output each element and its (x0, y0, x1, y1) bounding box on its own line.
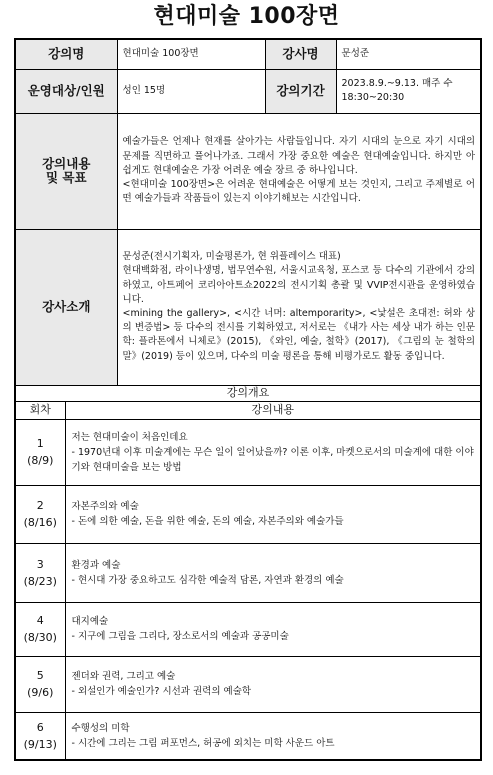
target-row (15, 69, 481, 113)
session-content (65, 656, 481, 712)
course-value: 현대미술 100장면 (117, 39, 265, 69)
outline-header: 강의개요 (15, 385, 481, 401)
outline-columns-row (15, 401, 481, 419)
page-title: 현대미술 100장면 (153, 4, 340, 29)
bio-text (117, 229, 481, 385)
bio-paragraph-3: <mining the gallery>, <시간 너머: altemporarity>, <낯설은 초대전: 허와 상의 변증법> 등 다수의 전시를 기획하였고, 저서로는 《내가 사는 세상 내가 하는 인문학: 플라톤에서 니체로》(2015), 《와인, 예술, 철학》(2017), 《그림의 눈 철학의 말》(2019) 등이 있으며, 다수의 미술 평론을 통해 비평가로도 활동 중입니다. (122, 308, 476, 362)
course-table (14, 38, 482, 761)
lecturer-value: 문성준 (336, 39, 481, 69)
session-number (15, 712, 65, 760)
course-label: 강의명 (15, 39, 117, 69)
session-row (15, 485, 481, 543)
period-label: 강의기간 (265, 69, 336, 113)
session-date: (8/9) (27, 454, 54, 467)
session-num: 5 (36, 669, 44, 682)
session-desc: - 현시대 가장 중요하고도 심각한 예술적 담론, 자연과 환경의 예술 (71, 574, 344, 586)
session-title: 저는 현대미술이 처음인데요 (71, 431, 188, 443)
session-content (65, 543, 481, 602)
session-column-header: 회차 (15, 401, 65, 419)
session-desc: - 외설인가 예술인가? 시선과 권력의 예술학 (71, 686, 252, 697)
session-title: 대지예술 (71, 616, 109, 627)
target-label: 운영대상/인원 (15, 69, 117, 113)
session-content (65, 419, 481, 485)
session-title: 수행성의 미학 (71, 722, 130, 734)
lecturer-label: 강사명 (265, 39, 336, 69)
session-num: 6 (36, 720, 44, 734)
content-column-header: 강의내용 (65, 401, 481, 419)
bio-paragraph-1: 문성준(전시기획자, 미술평론가, 현 위플레이스 대표) (122, 251, 341, 263)
session-date: (8/23) (23, 574, 57, 588)
session-date: (9/13) (23, 737, 57, 751)
session-number (15, 543, 65, 602)
session-number (15, 602, 65, 656)
session-desc: - 지구에 그림을 그리다, 장소로서의 예술과 공공미술 (71, 631, 289, 642)
session-title: 환경과 예술 (71, 559, 121, 571)
session-num: 3 (36, 557, 44, 571)
session-row (15, 602, 481, 656)
session-desc: - 돈에 의한 예술, 돈을 위한 예술, 돈의 예술, 자본주의와 예술가들 (71, 516, 344, 527)
session-row (15, 712, 481, 760)
target-value: 성인 15명 (117, 69, 265, 113)
content-paragraph-1: 예술가들은 언제나 현재를 살아가는 사람들입니다. 자기 시대의 눈으로 자기 시대의 문제를 직면하고 풀어나가죠. 그래서 가장 중요한 예술은 현대예술입니다. 하지만 아쉽게도 현대예술은 가장 어려운 예술 장르 중 하나입니다. (122, 136, 476, 176)
session-date: (8/16) (23, 516, 57, 529)
bio-label: 강사소개 (15, 229, 117, 385)
session-desc: - 시간에 그리는 그림 퍼포먼스, 허공에 외치는 미학 사운드 아트 (71, 737, 335, 749)
outline-header-row (15, 385, 481, 401)
session-row (15, 656, 481, 712)
course-row (15, 39, 481, 69)
content-label-line1: 강의내용 (42, 155, 91, 171)
session-content (65, 485, 481, 543)
session-content (65, 712, 481, 760)
session-row (15, 543, 481, 602)
session-row (15, 419, 481, 485)
session-number (15, 656, 65, 712)
period-time: 18:30~20:30 (341, 92, 405, 103)
content-label (15, 113, 117, 229)
session-num: 4 (36, 614, 44, 627)
session-date: (9/6) (27, 686, 54, 699)
session-num: 2 (36, 499, 44, 512)
session-title: 자본주의와 예술 (71, 501, 139, 512)
session-content (65, 602, 481, 656)
content-row (15, 113, 481, 229)
session-title: 젠더와 권력, 그리고 예술 (71, 671, 176, 682)
session-num: 1 (36, 437, 44, 450)
period-dates: 2023.8.9.~9.13. 매주 수 (341, 77, 453, 89)
session-number (15, 485, 65, 543)
session-date: (8/30) (23, 631, 57, 644)
bio-row (15, 229, 481, 385)
bio-paragraph-2: 현대백화점, 라이나생명, 법무연수원, 서울시교육청, 포스코 등 다수의 기관에서 강의하였고, 아트페어 코리아아트쇼2022의 전시기획 총괄 및 VVIP전시관을 운영하였습니다. (122, 265, 476, 305)
content-text (117, 113, 481, 229)
content-label-line2: 및 목표 (45, 170, 87, 185)
content-paragraph-2: <현대미술 100장면>은 어려운 현대예술은 어떻게 보는 것인지, 그리고 주제별로 어떤 예술가들과 작품들이 있는지 이야기해보는 시간입니다. (122, 179, 476, 205)
period-value (336, 69, 481, 113)
session-number (15, 419, 65, 485)
session-desc: - 1970년대 이후 미술계에는 무슨 일이 일어났을까? 이론 이후, 마켓으로서의 미술계에 대한 이야기와 현대미술을 보는 방법 (71, 446, 474, 473)
